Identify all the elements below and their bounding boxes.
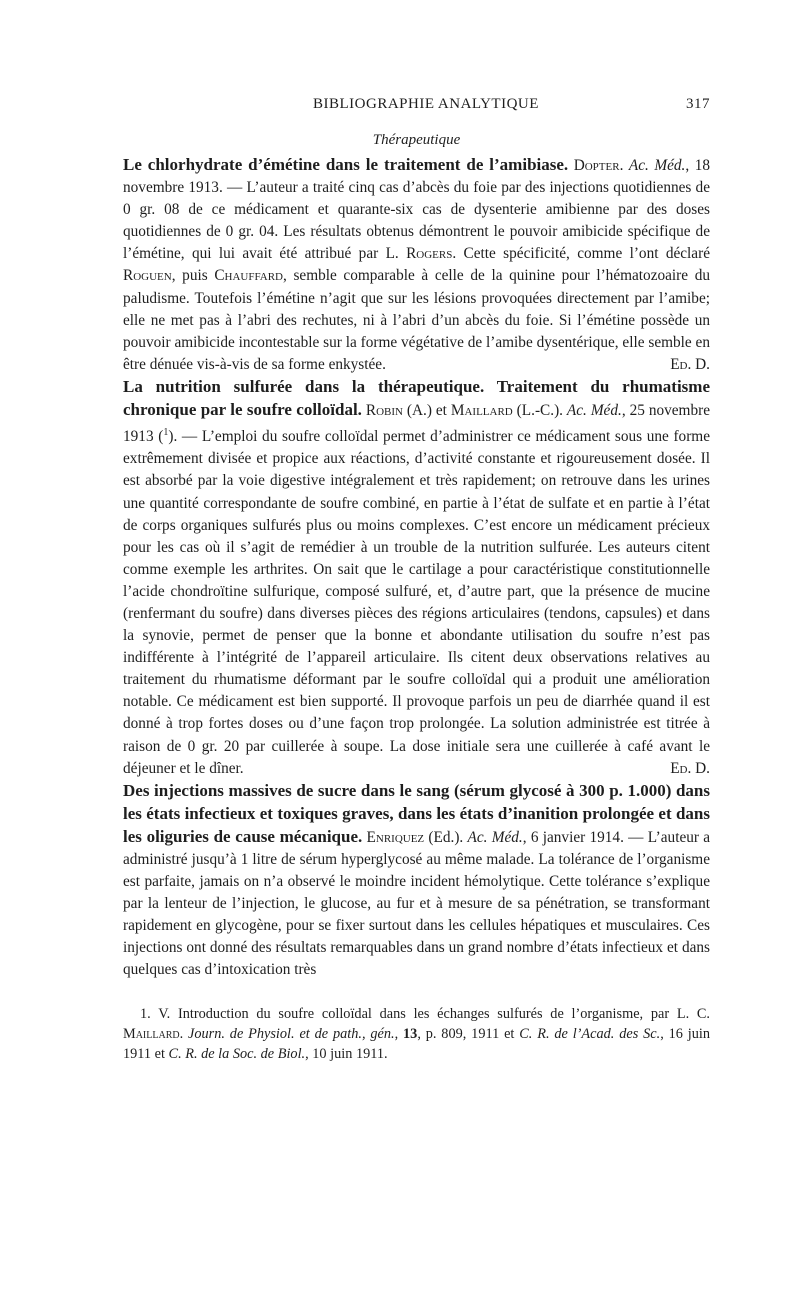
article-author: Robin xyxy=(365,402,403,420)
footnote-volume: 13 xyxy=(403,1025,418,1042)
article-glucose xyxy=(123,780,710,982)
article-author: Maillard xyxy=(450,402,513,420)
section-title: Thérapeutique xyxy=(372,132,461,148)
footnote-text-part: , 16 juin 1911 et xyxy=(123,1025,711,1062)
article-date: ). — xyxy=(168,428,202,446)
article-journal: Ac. Méd. xyxy=(467,828,523,846)
page xyxy=(123,96,710,1064)
footnote-journal: C. R. de l’Acad. des Sc. xyxy=(519,1025,661,1042)
running-header xyxy=(123,96,710,118)
article-title: Des injections massives de sucre dans le sang (sérum glycosé à 300 p. 1.000) dans les états infectieux et toxiques graves, dans les états d’inanition prolongée et dans les oliguries de cause mécanique. xyxy=(123,780,710,846)
article-body: . Cette spécificité, comme l’ont déclaré xyxy=(452,245,710,263)
article-body: L’auteur a administré jusqu’à 1 litre de sérum hyperglycosé au même malade. La tolérance de l’organisme est parfaite, jamais on n’a observé le moindre incident hémolytique. Cette tolérance s’explique par la lenteur de l’injection, le glucose, au fur et à mesure de sa pénétration, se transformant rapidement en glycogène, pour se fixer surtout dans les cellules hépatiques et musculaires. Ces injections ont donné des résultats remarquables dans un grand nombre d’états infectieux et dans quelques cas d’intoxication très xyxy=(123,828,711,979)
article-body: L’auteur a traité cinq cas d’abcès du foie par des injections quotidiennes de 0 gr. 08 de ce médicament et quarante-six cas de dysenterie amibienne par des doses quotidiennes de 0 gr. 04. Les résultats obtenus démontrent le pouvoir amibicide spécifique de l’émétine, qui lui avait été attribué par L. xyxy=(123,179,710,263)
article-date: , 6 janvier 1914. — xyxy=(522,828,648,846)
footnote-text xyxy=(123,1004,710,1064)
article-body: L’emploi du soufre colloïdal permet d’administrer ce médicament sous une forme extrêmement divisée et propice aux réactions, d’activité constante et rigoureusement dosée. Il est absorbé par la voie digestive intégralement et très rapidement; on retrouve dans les urines une quantité correspondante de soufre combiné, en partie à l’état de sulfate et en partie à l’état de corps organiques sulfurés plus ou moins complexes. C’est encore un médicament précieux pour les cas où il s’agit de remédier à un trouble de la nutrition sulfurée. Les auteurs citent comme exemple les arthrites. On sait que le cartilage a pour caractéristique constitutionnelle l’acide chondroïtine sulfurique, composé sulfuré, et, d’autre part, que la présence de mucine (renfermant du soufre) dans diverses pièces des régions articulaires (tendons, capsules) et dans la synovie, permet de penser que la bonne et abondante utilisation du soufre n’est pas indifférente à l’intégrité de l’appareil articulaire. Ils citent deux observations relatives au traitement du rhumatisme déformant par le soufre colloïdal qui a produit une amélioration notable. Ce médicament est bien supporté. Il provoque parfois un peu de diarrhée quand il est donné à trop fortes doses ou d’une façon trop prolongée. La solution administrée est titrée à raison de 0 gr. 20 par cuillerée à soupe. La dose initiale sera une cuillerée à café avant le déjeuner et le dîner. xyxy=(123,428,710,777)
footnote-journal: Journ. de Physiol. et de path., gén. xyxy=(188,1025,395,1042)
article-body: , puis xyxy=(171,267,215,285)
footnote-text-part: , p. 809, 1911 et xyxy=(417,1025,520,1042)
article-author: Dopter. xyxy=(573,157,624,174)
footnote-text-part: , xyxy=(394,1025,404,1042)
author-initial: (L.-C.). xyxy=(512,402,567,420)
article-journal: Ac. Méd. xyxy=(628,157,686,174)
footnote-ref: 1 xyxy=(163,427,169,439)
article-title: Le chlorhydrate d’émétine dans le traitement de l’amibiase. xyxy=(123,155,569,174)
article-journal: Ac. Méd. xyxy=(566,402,622,420)
cited-name: Roguen xyxy=(123,267,172,285)
page-number: 317 xyxy=(686,96,710,112)
article-author: Enriquez xyxy=(366,828,425,846)
footnote-text-part: 1. V. Introduction du soufre colloïdal dans les échanges sulfurés de l’organisme, par L. C. xyxy=(140,1005,710,1022)
article-date: , 18 novembre 1913. — xyxy=(123,157,711,197)
cited-name: Rogers xyxy=(406,245,453,263)
author-initial: (A.) et xyxy=(402,402,451,420)
article-sulfur xyxy=(123,376,710,780)
footnote-text-part: . xyxy=(179,1025,189,1042)
article-emetine xyxy=(123,154,710,376)
cited-name: Chauffard xyxy=(214,267,283,285)
author-initial: (Ed.). xyxy=(424,828,468,846)
article-title: La nutrition sulfurée dans la thérapeutique. Traitement du rhumatisme chronique par le soufre colloïdal. xyxy=(123,376,710,420)
footnote-journal: C. R. de la Soc. de Biol. xyxy=(168,1045,306,1062)
footnote-text-part: , 10 juin 1911. xyxy=(305,1045,388,1062)
article-signature: Ed. D. xyxy=(670,355,710,373)
footnote xyxy=(123,1004,710,1064)
running-title: BIBLIOGRAPHIE ANALYTIQUE xyxy=(313,96,539,112)
cited-name: Maillard xyxy=(123,1025,180,1042)
article-signature: Ed. D. xyxy=(670,759,710,777)
article-body: , semble comparable à celle de la quinine pour l’hématozoaire du paludisme. Toutefois l’émétine n’agit que sur les lésions provoquées directement par l’amibe; elle ne met pas à l’abri des rechutes, ni à l’abri d’un abcès du foie. Si l’émétine possède un pouvoir amibicide incontestable sur la forme végétative de l’amibe dysentérique, elle semble en être dénuée vis-à-vis de sa forme enkystée. xyxy=(123,267,710,373)
article-date: , 25 novembre 1913 ( xyxy=(123,402,710,446)
